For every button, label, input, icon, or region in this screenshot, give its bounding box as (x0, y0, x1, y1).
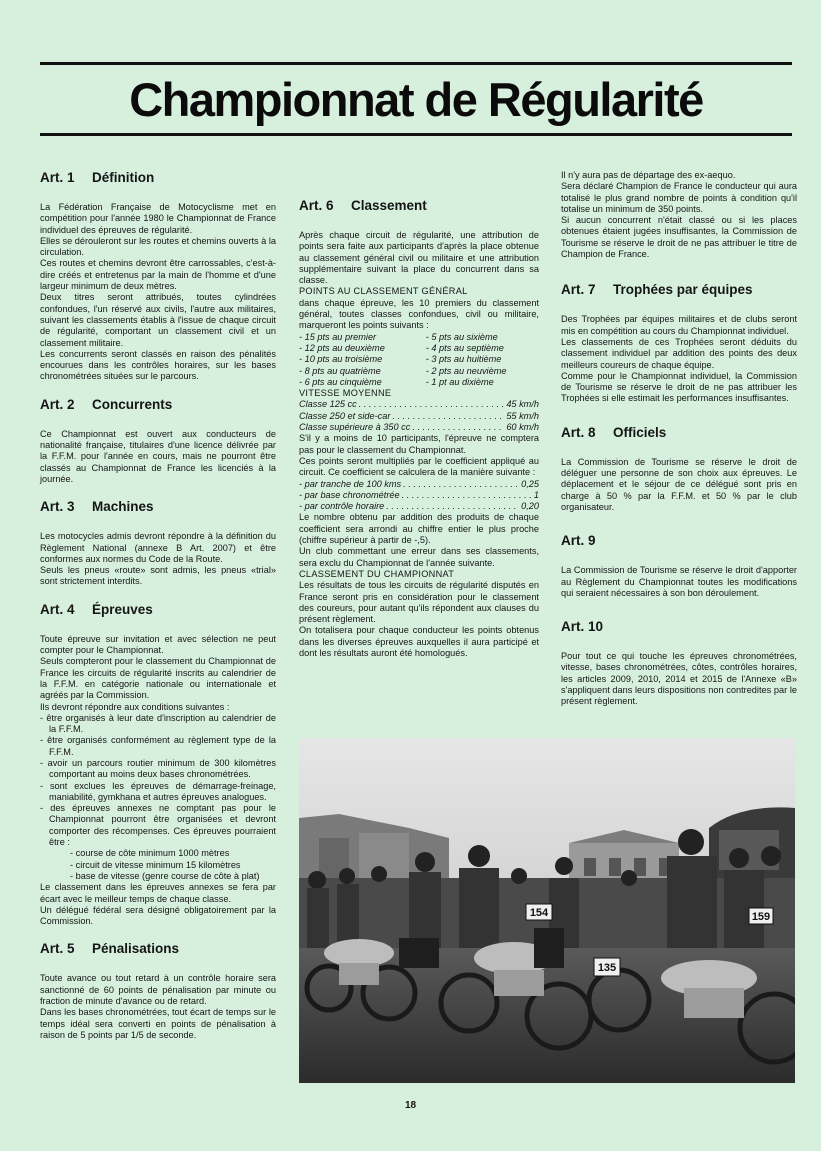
list-item: - sont exclues les épreuves de démarrage-freinage, maniabilité, gymkhana et autres épreuves analogues. (40, 780, 276, 802)
points-cell: - 6 pts au cinquième (299, 376, 382, 387)
list-item: - être organisés conformément au règlement type de la F.F.M. (40, 735, 276, 757)
points-cell: - 12 pts au deuxième (299, 342, 385, 353)
list-item: - base de vitesse (genre course de côte à plat) (70, 870, 260, 881)
column-1 (40, 170, 276, 1055)
article-7 (561, 282, 797, 404)
motorcycle-rally-photo (299, 738, 795, 1083)
article-10 (561, 619, 797, 707)
paragraph: S'il y a moins de 10 participants, l'épreuve ne comptera pas pour le classement du Championnat. (299, 433, 539, 455)
paragraph: Si aucun concurrent n'était classé ou si les places obtenues étaient jugées insuffisantes, la Commission de Tourisme se réserve le droit de ne pas attribuer le titre de Champion de France. (561, 215, 797, 260)
title-rule-top (40, 62, 792, 65)
paragraph: Seuls les pneus «route» sont admis, les pneus «trial» sont strictement interdits. (40, 565, 276, 587)
plate-number: 135 (597, 962, 617, 974)
article-6 (299, 198, 539, 659)
points-cell: - 3 pts au huitième (425, 354, 502, 365)
subheading: CLASSEMENT DU CHAMPIONNAT (299, 568, 455, 579)
paragraph: Un club commettant une erreur dans ses classements, sera exclu du Championnat de l'année suivante. (299, 546, 539, 568)
list-item: - course de côte minimum 1000 mètres (70, 848, 230, 859)
list-item: - des épreuves annexes ne comptant pas pour le Championnat pourront être organisées et devront comporter des récompenses. Ces épreuves pourraient être : (40, 803, 276, 848)
points-cell: - 8 pts au quatrième (299, 365, 381, 376)
article-1 (40, 170, 276, 383)
title-rule-bottom (40, 133, 792, 136)
subheading: POINTS AU CLASSEMENT GÉNÉRAL (299, 286, 468, 297)
points-cell: - 4 pts au septième (425, 342, 504, 353)
article-4 (40, 602, 276, 928)
paragraph: On totalisera pour chaque conducteur les points obtenus dans les diverses épreuves auxquelles il aura participé et dont les résultats auront été homologués. (299, 625, 539, 658)
article-5 (40, 941, 276, 1041)
list-item: - circuit de vitesse minimum 15 kilomètres (70, 859, 241, 870)
paragraph: Après chaque circuit de régularité, une attribution de points sera faite aux participants d'après la place obtenue au classement général civil ou militaire et une attribution supplémentaire suivant la place du concurrent dans sa classe. (299, 230, 539, 286)
paragraph: Toute épreuve sur invitation et avec sélection ne peut compter pour le Championnat. (40, 633, 276, 656)
points-table (299, 332, 539, 388)
list-item: - avoir un parcours routier minimum de 300 kilomètres comportant au moins deux bases chronométrées. (40, 757, 276, 780)
paragraph: Toute avance ou tout retard à un contrôle horaire sera sanctionné de 60 points de pénalisation par minute ou fraction de minute d'avance ou de retard. (40, 973, 276, 1007)
plate-number: 159 (751, 911, 771, 923)
speed-row: Classe 250 et side-car . . . 55 km/h (299, 411, 539, 422)
article-heading: Art. 9 (561, 533, 596, 549)
paragraph: Ils devront répondre aux conditions suivantes : (40, 701, 230, 712)
article-2 (40, 397, 276, 485)
article-9 (561, 533, 797, 599)
paragraph: Seuls compteront pour le classement du Championnat de France les circuits de régularité inscrits au calendrier de la F.F.M. en catégorie nationale ou internationale et agréés par la Commission. (40, 656, 276, 701)
paragraph: Ces points seront multipliés par le coefficient appliqué au circuit. Ce coefficient se calculera de la manière suivante : (299, 455, 539, 478)
paragraph: Ces routes et chemins devront être carrossables, c'est-à-dire créés et entretenus par la main de l'homme et d'une largeur minimum de deux mètres. (40, 258, 276, 292)
column-3 (561, 170, 797, 722)
paragraph: Il n'y aura pas de départage des ex-aequo. (561, 170, 736, 180)
paragraph: La Commission de Tourisme se réserve le droit d'apporter au Règlement du Championnat toutes les modifications qui seraient nécessaires à son bon déroulement. (561, 565, 797, 598)
points-cell: - 10 pts au troisième (299, 354, 383, 365)
paragraph: Les résultats de tous les circuits de régularité disputés en France seront pris en considération pour le classement des coureurs, pour autant qu'ils répondent aux clauses du présent règlement. (299, 580, 539, 625)
paragraph: Le classement dans les épreuves annexes se fera par écart avec le meilleur temps de chaque classe. (40, 882, 276, 904)
column-2 (299, 170, 539, 673)
paragraph: Ce Championnat est ouvert aux conducteurs de nationalité française, titulaires d'une licence délivrée par la F.F.M. pour l'année en cours, mais ne pourront être classés au Championnat de France les licenciés à la journée. (40, 428, 276, 484)
article-heading: Art. 1 Définition (40, 170, 155, 185)
paragraph: La Fédération Française de Motocyclisme met en compétition pour l'année 1980 le Championnat de France individuel des épreuves de régularité. (40, 202, 276, 235)
article-heading: Art. 5 Pénalisations (40, 941, 180, 957)
paragraph: Les concurrents seront classés en raison des pénalités encourues dans les contrôles horaires, sur les bases chronométrées situées sur le parcours. (40, 348, 276, 382)
points-cell: - 1 pt au dixième (425, 376, 494, 387)
article-heading: Art. 10 (561, 619, 604, 635)
coefficient-row: - par contrôle horaire . . . 0,20 (299, 501, 539, 512)
points-cell: - 15 pts au premier (299, 331, 377, 342)
page-title: Championnat de Régularité (129, 73, 703, 126)
conditions-list (40, 713, 276, 849)
paragraph: Sera déclaré Champion de France le conducteur qui aura totalisé le plus grand nombre de points à condition qu'il totalise un minimum de 350 points. (561, 181, 797, 214)
paragraph: Le nombre obtenu par addition des produits de chaque coefficient sera arrondi au chiffre entier le plus proche (chiffre supérieur à partir de -,5). (299, 512, 539, 546)
article-3 (40, 499, 276, 587)
paragraph: Pour tout ce qui touche les épreuves chronométrées, vitesse, bases chronométrées, côtes, contrôles horaires, les articles 2009, 2010, 2014 et 2015 de l'Annexe «B» s'appliquent dans leurs dispositions non contredites par le présent règlement. (561, 651, 797, 707)
paragraph: Un délégué fédéral sera désigné obligatoirement par la Commission. (40, 904, 276, 927)
list-item: - être organisés à leur date d'inscription au calendrier de la F.F.M. (40, 712, 276, 735)
paragraph: Des Trophées par équipes militaires et de clubs seront mis en compétition au cours du Championnat individuel. (561, 314, 797, 336)
points-cell: - 2 pts au neuvième (425, 365, 507, 376)
paragraph: La Commission de Tourisme se réserve le droit de déléguer une personne de son choix aux épreuves. Le déplacement et le séjour de ce délégué sont pris en charge à 50 % par la F.F.M. et 50 % par le club organisateur. (561, 456, 797, 512)
article-heading: Art. 7 Trophées par équipes (561, 282, 753, 298)
article-heading: Art. 8 Officiels (561, 424, 667, 440)
article-heading: Art. 3 Machines (40, 499, 154, 515)
speed-row: Classe supérieure à 350 cc . . . 60 km/h (299, 422, 539, 433)
coefficient-row: - par tranche de 100 kms . . . 0,25 (299, 479, 539, 490)
paragraph: dans chaque épreuve, les 10 premiers du classement général, toutes classes confondues, civil ou militaire, marqueront les points suivants : (299, 297, 539, 331)
page-number: 18 (404, 1100, 417, 1111)
article-heading: Art. 4 Épreuves (40, 601, 153, 617)
paragraph: Comme pour le Championnat individuel, la Commission de Tourisme se réserve le droit de ne pas attribuer les Trophées si elle estimait les performances insuffisantes. (561, 370, 797, 404)
paragraph: Les classements de ces Trophées seront déduits du classement individuel par addition des points des deux meilleurs coureurs de chaque équipe. (561, 336, 797, 370)
paragraph: Les motocycles admis devront répondre à la définition du Règlement National (annexe B Art. 2007) et être conformes aux normes du Code de la Route. (40, 531, 276, 564)
article-8 (561, 425, 797, 513)
paragraph: Deux titres seront attribués, toutes cylindrées confondues, l'un réservé aux civils, l'autre aux militaires, suivant les classements établis à l'issue de chaque circuit de régularité, comportant un classement civil et un classement militaire. (40, 292, 276, 348)
subheading: VITESSE MOYENNE (299, 388, 392, 399)
article-heading: Art. 6 Classement (299, 198, 427, 213)
plate-number: 154 (529, 907, 549, 919)
annexes-list (40, 848, 276, 882)
points-cell: - 5 pts au sixième (425, 331, 498, 342)
article-heading: Art. 2 Concurrents (40, 396, 173, 412)
paragraph: Elles se dérouleront sur les routes et chemins ouverts à la circulation. (40, 235, 276, 258)
speed-row: Classe 125 cc . . . 45 km/h (299, 399, 539, 410)
paragraph: Dans les bases chronométrées, tout écart de temps sur le temps idéal sera converti en points de pénalisation à raison de 5 points par 1/5 de seconde. (40, 1007, 276, 1040)
article-6-continued (561, 170, 797, 260)
coefficient-row: - par base chronométrée . . . 1 (299, 490, 539, 501)
